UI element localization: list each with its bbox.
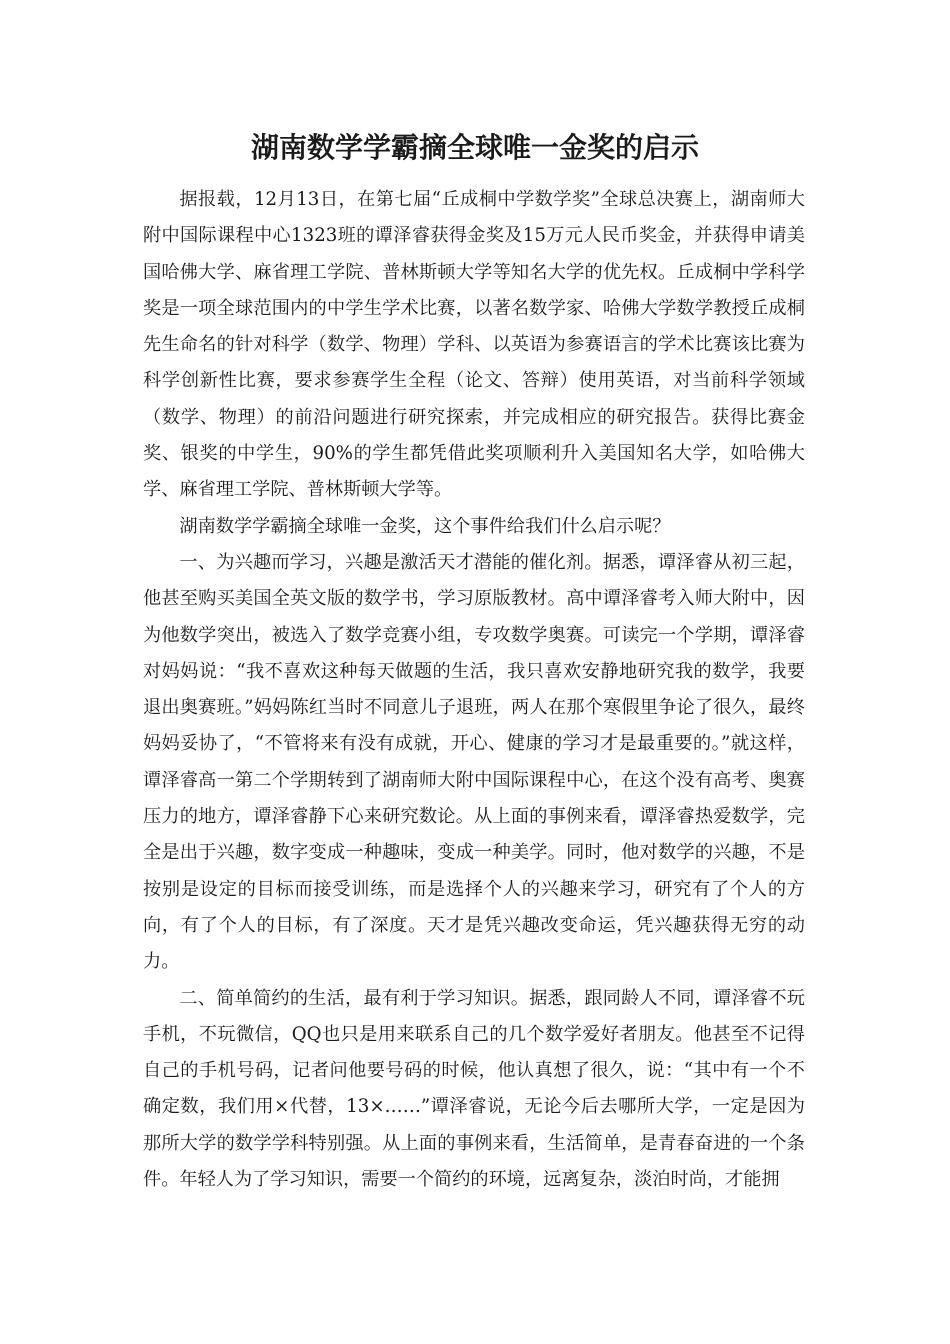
paragraph-question: 湖南数学学霸摘全球唯一金奖，这个事件给我们什么启示呢？ bbox=[179, 515, 671, 537]
document-title: 湖南数学学霸摘全球唯一金奖的启示 bbox=[250, 131, 699, 164]
paragraph-point-one: 一、为兴趣而学习，兴趣是激活天才潜能的催化剂。据悉，谭泽睿从初三起，他甚至购买美国全英文版的数学书，学习原版教材。高中谭泽睿考入师大附中，因为他数学突出，被选入了数学竞赛小组，专攻数学奥赛。可读完一个学期，谭泽睿对妈妈说：“我不喜欢这种每天做题的生活，我只喜欢安静地研究我的数学，我要退出奥赛班。”妈妈陈红当时不同意儿子退班，两人在那个寒假里争论了很久，最终妈妈妥协了，“不管将来有没有成就，开心、健康的学习才是最重要的。”就这样，谭泽睿高一第二个学期转到了湖南师大附中国际课程中心，在这个没有高考、奥赛压力的地方，谭泽睿静下心来研究数论。从上面的事例来看，谭泽睿热爱数学，完全是出于兴趣，数字变成一种趣味，变成一种美学。同时，他对数学的兴趣，不是按别是设定的目标而接受训练，而是选择个人的兴趣来学习，研究有了个人的方向，有了个人的目标，有了深度。天才是凭兴趣改变命运，凭兴趣获得无穷的动力。 bbox=[143, 551, 805, 973]
paragraph-point-two: 二、简单简约的生活，最有利于学习知识。据悉，跟同龄人不同，谭泽睿不玩手机，不玩微信，QQ也只是用来联系自己的几个数学爱好者朋友。他甚至不记得自己的手机号码，记者问他要号码的时候，他认真想了很久，说：“其中有一个不确定数，我们用×代替，13×……”谭泽睿说，无论今后去哪所大学，一定是因为那所大学的数学学科特别强。从上面的事例来看，生活简单，是青春奋进的一个条件。年轻人为了学习知识，需要一个简约的环境，远离复杂，淡泊时尚，才能拥 bbox=[143, 987, 805, 1191]
document-body bbox=[143, 182, 805, 1198]
paragraph-intro: 据报载，12月13日，在第七届“丘成桐中学数学奖”全球总决赛上，湖南师大附中国际课程中心1323班的谭泽睿获得金奖及15万元人民币奖金，并获得申请美国哈佛大学、麻省理工学院、普林斯顿大学等知名大学的优先权。丘成桐中学科学奖是一项全球范围内的中学生学术比赛，以著名数学家、哈佛大学数学教授丘成桐先生命名的针对科学（数学、物理）学科、以英语为参赛语言的学术比赛该比赛为科学创新性比赛，要求参赛学生全程（论文、答辩）使用英语，对当前科学领域（数学、物理）的前沿问题进行研究探索，并完成相应的研究报告。获得比赛金奖、银奖的中学生，90%的学生都凭借此奖项顺利升入美国知名大学，如哈佛大学、麻省理工学院、普林斯顿大学等。 bbox=[143, 189, 805, 501]
